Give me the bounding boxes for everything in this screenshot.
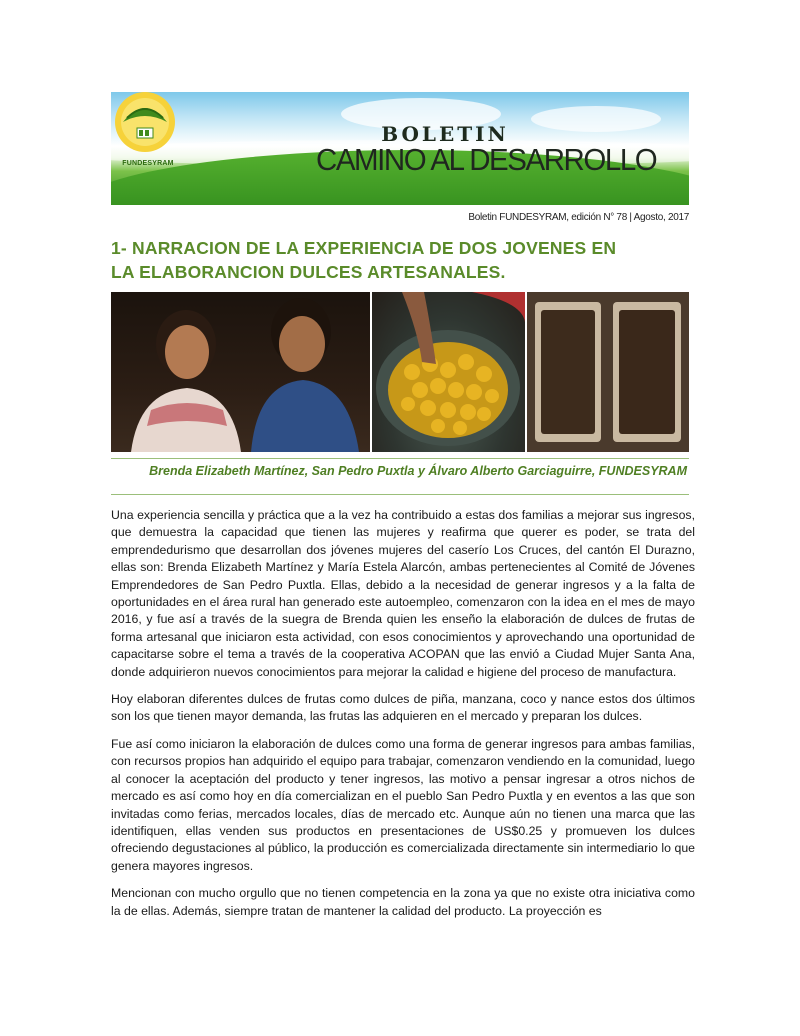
header-banner [111,92,689,205]
headline-line-2: LA ELABORANCION DULCES ARTESANALES. [111,262,506,282]
banner-title-main: CAMINO AL DESARROLLO [316,142,657,177]
banner-title-boletin: BOLETIN [381,122,509,146]
caption-top-rule [111,458,689,459]
article-headline [111,236,701,284]
photo-bowl-of-nance-fruit [372,292,525,452]
photo-caption: Brenda Elizabeth Martínez, San Pedro Puxtla y Álvaro Alberto Garciaguirre, FUNDESYRAM [149,464,687,478]
paragraph: Hoy elaboran diferentes dulces de frutas como dulces de piña, manzana, coco y nance estos dos últimos son los que tienen mayor demanda, las frutas las adquieren en el mercado y preparan los dulces. [111,692,695,724]
paragraph: Mencionan con mucho orgullo que no tienen competencia en la zona ya que no existe otra iniciativa como la de ellas. Además, siempre tratan de mantener la calidad del producto. La proyección es [111,886,695,918]
photo-trays-of-sweets [527,292,689,452]
photo-two-young-women [111,292,370,452]
caption-bottom-rule [111,494,689,495]
paragraph: Una experiencia sencilla y práctica que a la vez ha contribuido a estas dos familias a mejorar sus ingresos, que demuestra la capacidad que tienen las mujeres y reafirma que querer es poder, se trata del emprendedurismo que desarrollan dos jóvenes mujeres del caserío Los Cruces, del cantón El Durazno, ellas son: Brenda Elizabeth Martínez y María Estela Alarcón, ambas pertenecientes al Comité de Jóvenes Emprendedores de San Pedro Puxtla. Ellas, debido a la necesidad de generar ingresos y a la falta de oportunidades en el área rural han generado este autoempleo, comenzaron con la idea en el mes de mayo 2016, y fue así a través de la suegra de Brenda quien les enseño la elaboración de dulces de frutas de forma artesanal que iniciaron esta actividad, con esos conocimientos y aprovechando una oportunidad de capacitarse sobre el tema a través de la cooperativa ACOPAN que las envió a Ciudad Mujer Santa Ana, donde adquirieron nuevos conocimientos para mejorar la calidad e higiene del proceso de manufactura. [111,508,695,679]
paragraph: Fue así como iniciaron la elaboración de dulces como una forma de generar ingresos para ambas familias, con recursos propios han adquirido el equipo para trabajar, comenzaron vendiendo en la comunidad, luego al conocer la aceptación del producto y tener ingresos, las motivo a pensar ingresar a otros nichos de mercado es así como hoy en día comercializan en el pueblo San Pedro Puxtla y en eventos a las que son invitadas como ferias, mercados locales, días de mercado etc. Aunque aún no tienen una marca que las identifiquen, ellas venden sus productos en presentaciones de US$0.25 y promueven los dulces ofreciendo degustaciones al público, la producción es comercializada directamente sin intermediario lo que genera mayores ingresos. [111,736,695,873]
headline-line-1: 1- NARRACION DE LA EXPERIENCIA DE DOS JOVENES EN [111,238,617,258]
photo-collage [111,292,689,452]
edition-info: Boletin FUNDESYRAM, edición N° 78 | Agosto, 2017 [468,212,689,223]
article-body [111,507,695,930]
logo-text: FUNDESYRAM [122,160,174,167]
